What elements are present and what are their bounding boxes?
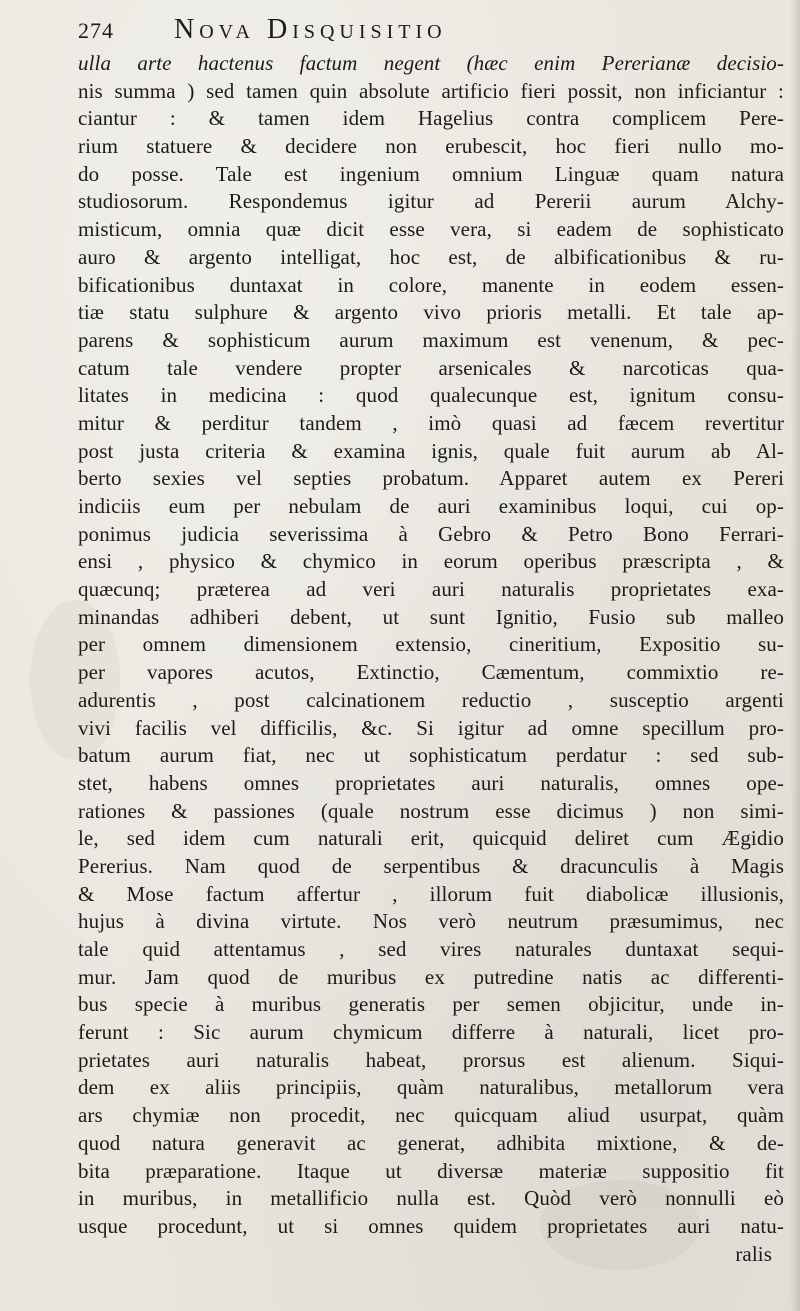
text-line: ciantur : & tamen idem Hagelius contra complicem Pere- xyxy=(78,106,784,131)
text-line: Pererius. Nam quod de serpentibus & dracunculis à Magis xyxy=(78,853,784,878)
text-line: quod natura generavit ac generat, adhibita mixtione, & de- xyxy=(78,1130,784,1155)
text-line: dem ex aliis principiis, quàm naturalibus, metallorum vera xyxy=(78,1075,784,1100)
text-line: usque procedunt, ut si omnes quidem proprietates auri natu- xyxy=(78,1213,784,1238)
text-line: quæcunq; præterea ad veri auri naturalis proprietates exa- xyxy=(78,577,784,602)
text-line: litates in medicina : quod qualecunque est, ignitum consu- xyxy=(78,383,784,408)
text-line: stet, habens omnes proprietates auri naturalis, omnes ope- xyxy=(78,770,784,795)
text-line: hujus à divina virtute. Nos verò neutrum præsumimus, nec xyxy=(78,909,784,934)
text-line: mur. Jam quod de muribus ex putredine natis ac differenti- xyxy=(78,964,784,989)
text-line: auro & argento intelligat, hoc est, de albificationibus & ru- xyxy=(78,244,784,269)
text-line: nis summa ) sed tamen quin absolute artificio fieri possit, non inficiantur : xyxy=(78,78,784,103)
text-line: ars chymiæ non procedit, nec quicquam aliud usurpat, quàm xyxy=(78,1103,784,1128)
text-line: tiæ statu sulphure & argento vivo prioris metalli. Et tale ap- xyxy=(78,300,784,325)
text-line: bus specie à muribus generatis per semen objicitur, unde in- xyxy=(78,992,784,1017)
text-line: batum aurum fiat, nec ut sophisticatum perdatur : sed sub- xyxy=(78,743,784,768)
text-line: studiosorum. Respondemus igitur ad Pererii aurum Alchy- xyxy=(78,189,784,214)
text-line: prietates auri naturalis habeat, prorsus est alienum. Siqui- xyxy=(78,1047,784,1072)
text-line: rium statuere & decidere non erubescit, hoc fieri nullo mo- xyxy=(78,134,784,159)
text-line: misticum, omnia quæ dicit esse vera, si eadem de sophisticato xyxy=(78,217,784,242)
text-line: in muribus, in metallificio nulla est. Quòd verò nonnulli eò xyxy=(78,1186,784,1211)
text-line: mitur & perditur tandem , imò quasi ad fæcem revertitur xyxy=(78,410,784,435)
text-line: post justa criteria & examina ignis, quale fuit aurum ab Al- xyxy=(78,438,784,463)
text-line: minandas adhiberi debent, ut sunt Ignitio, Fusio sub malleo xyxy=(78,604,784,629)
running-title: Nova Disquisitio xyxy=(174,14,447,45)
text-line: bita præparatione. Itaque ut diversæ materiæ suppositio fit xyxy=(78,1158,784,1183)
text-line: do posse. Tale est ingenium omnium Linguæ quam natura xyxy=(78,161,784,186)
text-line: catum tale vendere propter arsenicales & narcoticas qua- xyxy=(78,355,784,380)
body-text xyxy=(78,50,784,1268)
page-edge-shadow xyxy=(790,0,800,1311)
running-head xyxy=(78,14,778,48)
text-line: per vapores acutos, Extinctio, Cæmentum, commixtio re- xyxy=(78,660,784,685)
text-line: le, sed idem cum naturali erit, quicquid deliret cum Ægidio xyxy=(78,826,784,851)
text-line: ferunt : Sic aurum chymicum differre à naturali, licet pro- xyxy=(78,1020,784,1045)
text-line: ulla arte hactenus factum negent (hæc enim Pererianæ decisio- xyxy=(78,51,784,75)
text-line: parens & sophisticum aurum maximum est venenum, & pec- xyxy=(78,327,784,352)
text-line: ensi , physico & chymico in eorum operibus præscripta , & xyxy=(78,549,784,574)
text-line: indiciis eum per nebulam de auri examinibus loqui, cui op- xyxy=(78,494,784,518)
text-line: tale quid attentamus , sed vires naturales duntaxat sequi- xyxy=(78,937,784,961)
text-line: berto sexies vel septies probatum. Apparet autem ex Pereri xyxy=(78,466,784,491)
text-line: vivi facilis vel difficilis, &c. Si igitur ad omne specillum pro- xyxy=(78,715,784,740)
text-line: ponimus judicia severissima à Gebro & Petro Bono Ferrari- xyxy=(78,521,784,546)
text-line: & Mose factum affertur , illorum fuit diabolicæ illusionis, xyxy=(78,881,784,906)
page-number: 274 xyxy=(78,18,114,43)
text-line: rationes & passiones (quale nostrum esse dicimus ) non simi- xyxy=(78,798,784,823)
text-line: ralis xyxy=(735,1241,772,1266)
text-line: bificationibus duntaxat in colore, manente in eodem essen- xyxy=(78,272,784,297)
text-line: adurentis , post calcinationem reductio , susceptio argenti xyxy=(78,687,784,712)
text-line: per omnem dimensionem extensio, cineritium, Expositio su- xyxy=(78,632,784,657)
